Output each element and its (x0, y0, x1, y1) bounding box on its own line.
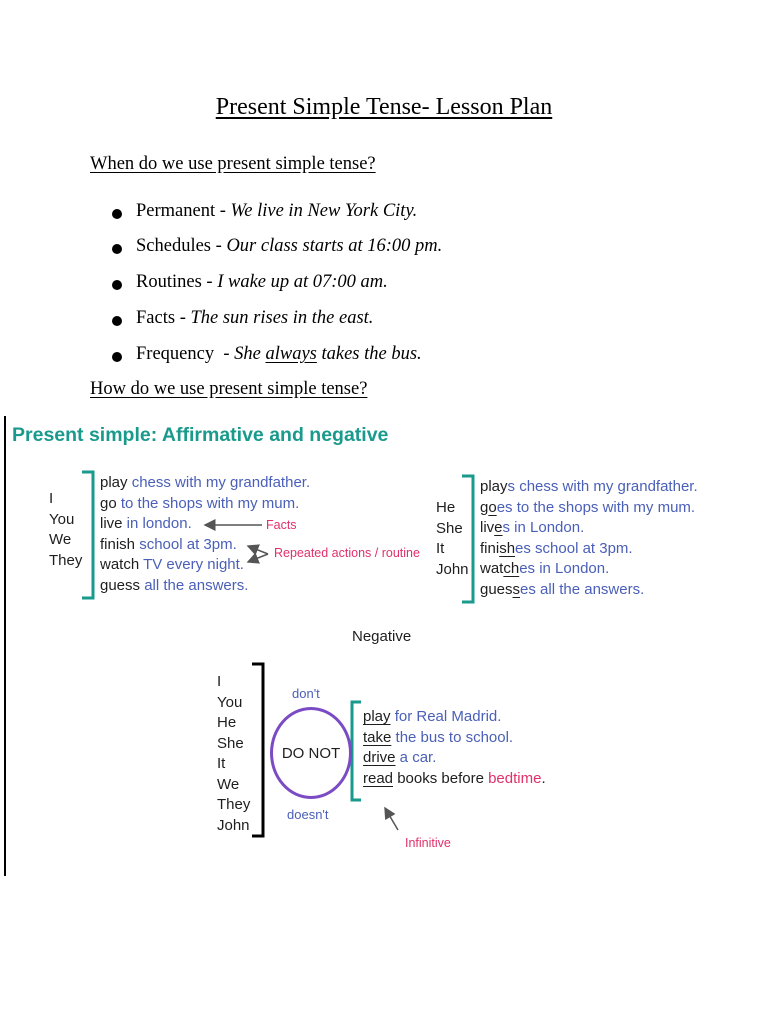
use-example: She always takes the bus. (234, 344, 422, 364)
singular-line: goes to the shops with my mum. (480, 498, 696, 516)
bullet-dot-icon (112, 209, 122, 219)
singular-line: finishes school at 3pm. (480, 539, 633, 557)
singular-line: guesses all the answers. (480, 580, 645, 598)
arrow-routine-2 (248, 554, 268, 562)
grammar-infographic (0, 412, 720, 876)
bullet-dot-icon (112, 280, 122, 290)
use-label: Frequency (136, 344, 215, 364)
singular-line: lives in London. (480, 519, 585, 536)
arrow-infinitive (385, 808, 398, 830)
plural-line: go to the shops with my mum. (100, 494, 300, 512)
negative-line: read books before bedtime. (363, 769, 546, 787)
use-label: Facts (136, 308, 176, 328)
plural-line: live in london. (100, 515, 192, 532)
singular-subjects: He She It John (436, 499, 469, 578)
use-example: I wake up at 07:00 am. (217, 272, 388, 292)
use-example: We live in New York City. (230, 201, 418, 221)
use-label: Schedules (136, 236, 212, 256)
question-how: How do we use present simple tense? (90, 379, 368, 399)
negative-line: play for Real Madrid. (363, 708, 502, 725)
question-when: When do we use present simple tense? (90, 154, 376, 174)
lesson-plan-page: Present Simple Tense- Lesson Plan When do we use present simple tense? Permanent - We live in New York City. Schedules - Our class starts at 16:00 pm. Routines - I wake up at 07:00 am. Facts - The sun rises in the east. Frequency - She always takes the bus. How do we use present simple tense? Present simple: Affirmative and negative I You We They play chess with my grandfather. go to the shops with my mum. live in london. finish school at 3pm. watch TV every night. guess all the answers. Facts Repeated actions / routine He She It John plays chess with my grandfather. goes to the shops with my mum. lives in London. finishes school at 3pm. watches in London. guesses all the answers. Negative I You He She It We They John don't DO NOT doesn't play for Real Madrid. take the bus to school. drive a car. read books before bedtime. Infinitive (0, 0, 768, 1024)
bullet-dot-icon (112, 316, 122, 326)
bracket-infinitives (352, 702, 361, 800)
note-routine: Repeated actions / routine (274, 546, 420, 560)
infographic-title: Present simple: Affirmative and negative (12, 424, 389, 446)
plural-line: play chess with my grandfather. (100, 474, 311, 491)
singular-line: plays chess with my grandfather. (480, 478, 698, 495)
document-title: Present Simple Tense- Lesson Plan (215, 94, 553, 120)
doesnt-label: doesn't (287, 807, 329, 822)
arrow-routine-1 (248, 546, 268, 554)
note-infinitive: Infinitive (405, 836, 451, 850)
singular-line: watches in London. (480, 560, 610, 577)
note-facts: Facts (266, 518, 297, 532)
use-label: Routines (136, 272, 202, 292)
dont-label: don't (292, 686, 320, 701)
do-not-label: DO NOT (281, 745, 341, 762)
negative-line: take the bus to school. (363, 728, 514, 746)
use-label: Permanent (136, 201, 216, 221)
plural-line: finish school at 3pm. (100, 535, 237, 553)
plural-line: guess all the answers. (100, 576, 249, 594)
bracket-plural-subjects (82, 472, 93, 598)
use-example: The sun rises in the east. (190, 308, 374, 328)
bullet-dot-icon (112, 352, 122, 362)
negative-heading: Negative (352, 628, 412, 645)
plural-subjects: I You We They (49, 490, 83, 569)
bullet-dot-icon (112, 244, 122, 254)
negative-line: drive a car. (363, 749, 437, 766)
bracket-negative-subjects (252, 664, 263, 836)
plural-line: watch TV every night. (100, 556, 244, 573)
negative-subjects: I You He She It We They John (217, 673, 251, 834)
use-example: Our class starts at 16:00 pm. (226, 236, 443, 256)
